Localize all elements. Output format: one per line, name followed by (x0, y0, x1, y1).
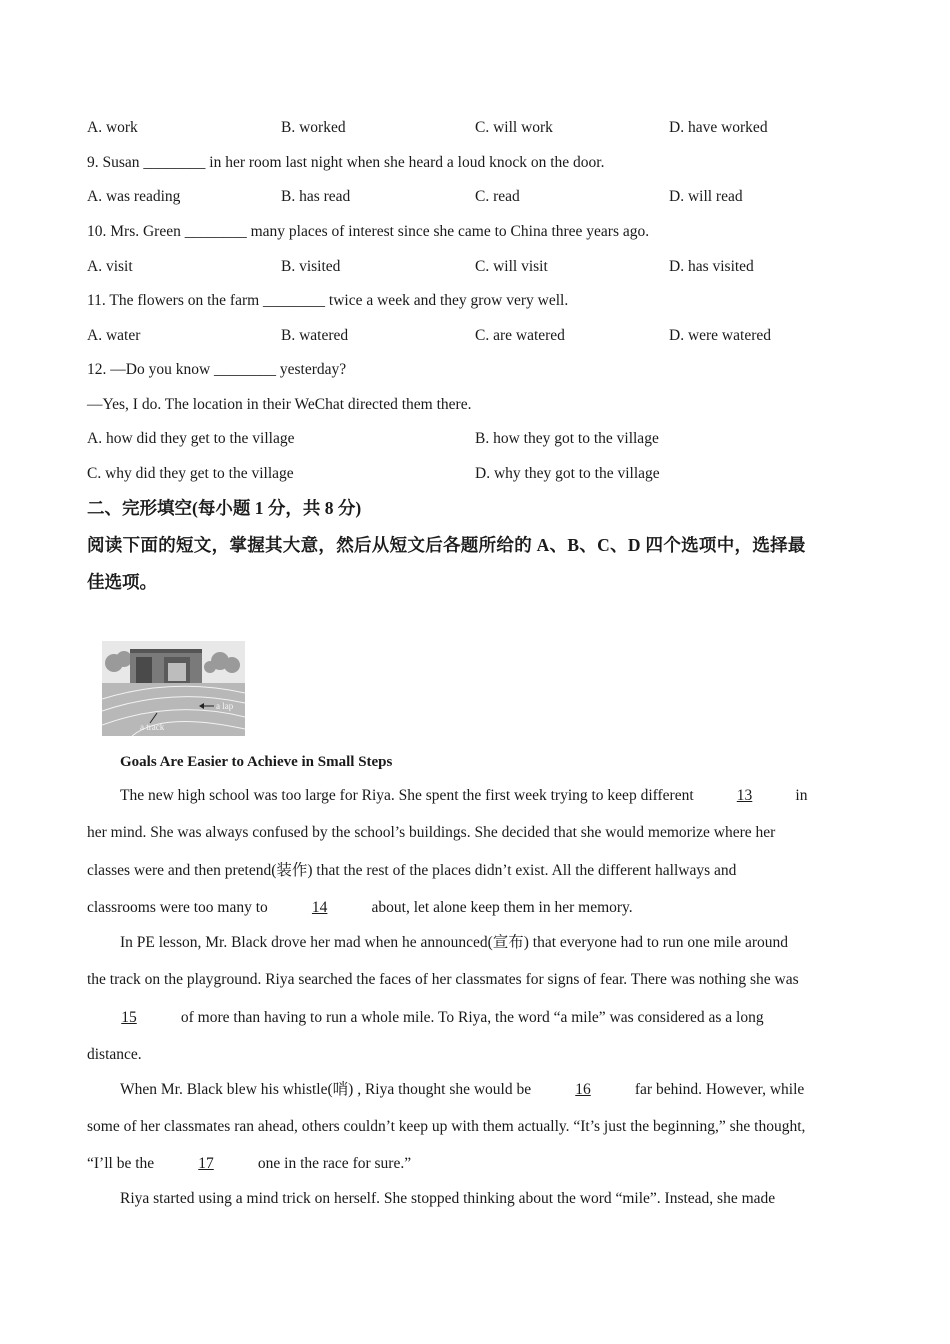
passage-line: some of her classmates ran ahead, others couldn’t keep up with them actually. “It’s just the beginning,” she thought, (87, 1118, 806, 1135)
q9-option-b: B. has read (281, 188, 351, 205)
q11-option-b: B. watered (281, 327, 349, 344)
q10-option-c: C. will visit (475, 258, 548, 275)
q8-option-c: C. will work (475, 119, 553, 136)
q12-option-d: D. why they got to the village (475, 465, 660, 482)
passage-text: “I’ll be the (87, 1155, 155, 1172)
passage-text: of more than having to run a whole mile. To Riya, the word “a mile” was considered as a long (180, 1009, 764, 1026)
building (130, 649, 202, 685)
passage-line: the track on the playground. Riya searched the faces of her classmates for signs of fear. There was nothing she was (87, 971, 799, 988)
passage-line (87, 898, 633, 918)
q12-option-c: C. why did they get to the village (87, 465, 294, 482)
passage-title: Goals Are Easier to Achieve in Small Steps (120, 754, 393, 770)
passage-text: in (795, 787, 808, 804)
passage-line (87, 1008, 764, 1028)
q10-option-a: A. visit (87, 258, 133, 275)
q11-option-c: C. are watered (475, 327, 565, 344)
q8-option-b: B. worked (281, 119, 346, 136)
q10-stem: 10. Mrs. Green ________ many places of interest since she came to China three years ago. (87, 223, 650, 240)
passage-line: her mind. She was always confused by the school’s buildings. She decided that she would memorize where her (87, 824, 776, 841)
passage-text: classrooms were too many to (87, 899, 268, 916)
blank-17: 17 (198, 1155, 214, 1172)
blank-14: 14 (311, 899, 328, 916)
q9-stem: 9. Susan ________ in her room last night when she heard a loud knock on the door. (87, 154, 605, 171)
passage-line (87, 1154, 411, 1174)
q11-option-a: A. water (87, 327, 141, 344)
q12-option-b: B. how they got to the village (475, 430, 659, 447)
passage-line: Riya started using a mind trick on herself. She stopped thinking about the word “mile”. Instead, she made (120, 1190, 776, 1207)
label-track: a track (140, 722, 165, 732)
q12-reply: —Yes, I do. The location in their WeChat directed them there. (87, 396, 472, 413)
passage-text: The new high school was too large for Riya. She spent the first week trying to keep different (120, 787, 694, 804)
section-instruction-2: 佳选项。 (87, 572, 157, 592)
passage-line: In PE lesson, Mr. Black drove her mad when he announced(宣布) that everyone had to run one mile around (120, 934, 789, 951)
q8-option-a: A. work (87, 119, 138, 136)
q12-stem: 12. —Do you know ________ yesterday? (87, 361, 347, 378)
passage-text: When Mr. Black blew his whistle(哨) , Riya thought she would be (120, 1081, 532, 1098)
blank-16: 16 (575, 1081, 591, 1098)
section-title: 二、完形填空(每小题 1 分，共 8 分) (87, 498, 362, 518)
passage-text: one in the race for sure.” (257, 1155, 412, 1172)
passage-text: far behind. However, while (634, 1081, 805, 1098)
q9-option-d: D. will read (669, 188, 743, 205)
passage-line: classes were and then pretend(装作) that the rest of the places didn’t exist. All the different hallways and (87, 862, 737, 879)
passage-text: about, let alone keep them in her memory. (371, 899, 633, 916)
q10-option-b: B. visited (281, 258, 341, 275)
q11-option-d: D. were watered (669, 327, 771, 344)
q11-stem: 11. The flowers on the farm ________ twice a week and they grow very well. (87, 292, 569, 309)
q8-option-d: D. have worked (669, 119, 768, 136)
q9-option-c: C. read (475, 188, 520, 205)
passage-line: distance. (87, 1046, 142, 1063)
school-track-illustration (102, 641, 245, 736)
blank-15: 15 (121, 1009, 137, 1026)
q10-option-d: D. has visited (669, 258, 754, 275)
blank-13: 13 (736, 787, 753, 804)
passage-line (120, 786, 807, 806)
section-instruction-1: 阅读下面的短文，掌握其大意，然后从短文后各题所给的 A、B、C、D 四个选项中，选择最 (87, 535, 806, 555)
label-lap: a lap (216, 701, 234, 711)
passage-line (120, 1080, 804, 1100)
q12-option-a: A. how did they get to the village (87, 430, 295, 447)
q9-option-a: A. was reading (87, 188, 181, 205)
